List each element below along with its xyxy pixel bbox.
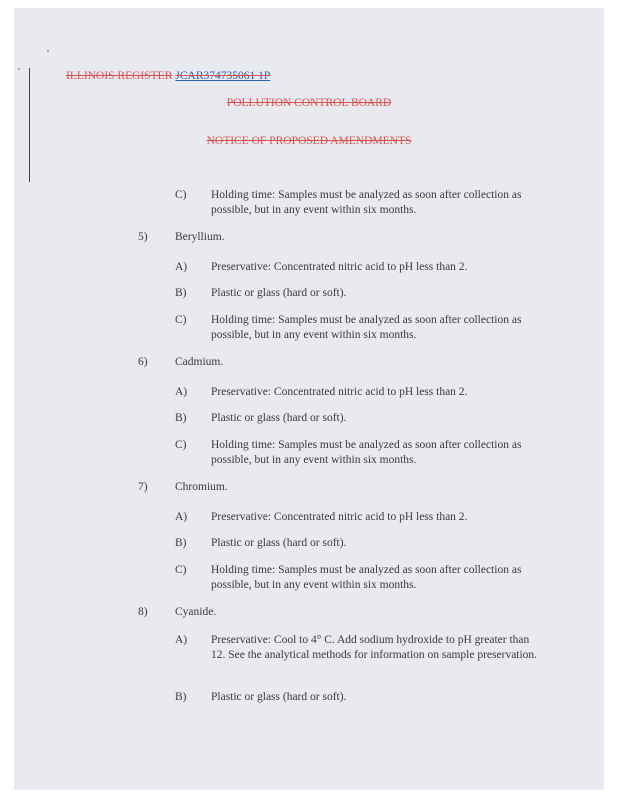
sub-text: Preservative: Concentrated nitric acid to pH less than 2.: [211, 386, 468, 398]
board-header: POLLUTION CONTROL BOARD: [226, 97, 392, 109]
sub-label: C): [175, 189, 187, 201]
sub-label: B): [175, 537, 187, 549]
sub-label: B): [175, 412, 187, 424]
sub-label: B): [175, 287, 187, 299]
sub-text: Preservative: Cool to 4° C. Add sodium hydroxide to pH greater than 12. See the analytical methods for information on sample preservation.: [211, 634, 538, 661]
sub-text: Holding time: Samples must be analyzed as soon after collection as possible, but in any event within six months.: [211, 439, 522, 466]
sub-label: A): [175, 261, 188, 273]
sub-label: C): [175, 439, 187, 451]
sub-label: A): [175, 634, 188, 646]
sub-text: Plastic or glass (hard or soft).: [211, 691, 347, 703]
sub-label: A): [175, 386, 188, 398]
item-title: Chromium.: [175, 481, 228, 493]
item-number: 7): [138, 481, 148, 493]
register-struck-text: ILLINOIS REGISTER: [66, 70, 173, 82]
item-number: 5): [138, 231, 148, 243]
item-number: 6): [138, 356, 148, 368]
item-number: 8): [138, 606, 148, 618]
sub-text: Preservative: Concentrated nitric acid to pH less than 2.: [211, 261, 468, 273]
sub-text: Plastic or glass (hard or soft).: [211, 537, 347, 549]
sub-text: Plastic or glass (hard or soft).: [211, 412, 347, 424]
register-header: [66, 70, 270, 82]
register-inserted-text: JCAR374735061 1P: [175, 70, 271, 82]
item-title: Cyanide.: [175, 606, 217, 618]
sub-text: Holding time: Samples must be analyzed as soon after collection as possible, but in any event within six months.: [211, 564, 522, 591]
sub-text: Plastic or glass (hard or soft).: [211, 287, 347, 299]
notice-header: NOTICE OF PROPOSED AMENDMENTS: [206, 135, 412, 147]
change-bar: [29, 68, 30, 182]
document-page: [14, 8, 604, 790]
scan-speck: [18, 68, 20, 70]
item-title: Beryllium.: [175, 231, 225, 243]
item-title: Cadmium.: [175, 356, 224, 368]
sub-label: C): [175, 564, 187, 576]
sub-text: Preservative: Concentrated nitric acid to pH less than 2.: [211, 511, 468, 523]
sub-text: Holding time: Samples must be analyzed as soon after collection as possible, but in any event within six months.: [211, 314, 522, 341]
sub-label: A): [175, 511, 188, 523]
scan-speck: [47, 50, 49, 52]
sub-label: B): [175, 691, 187, 703]
sub-text: Holding time: Samples must be analyzed as soon after collection as possible, but in any event within six months.: [211, 189, 522, 216]
sub-label: C): [175, 314, 187, 326]
